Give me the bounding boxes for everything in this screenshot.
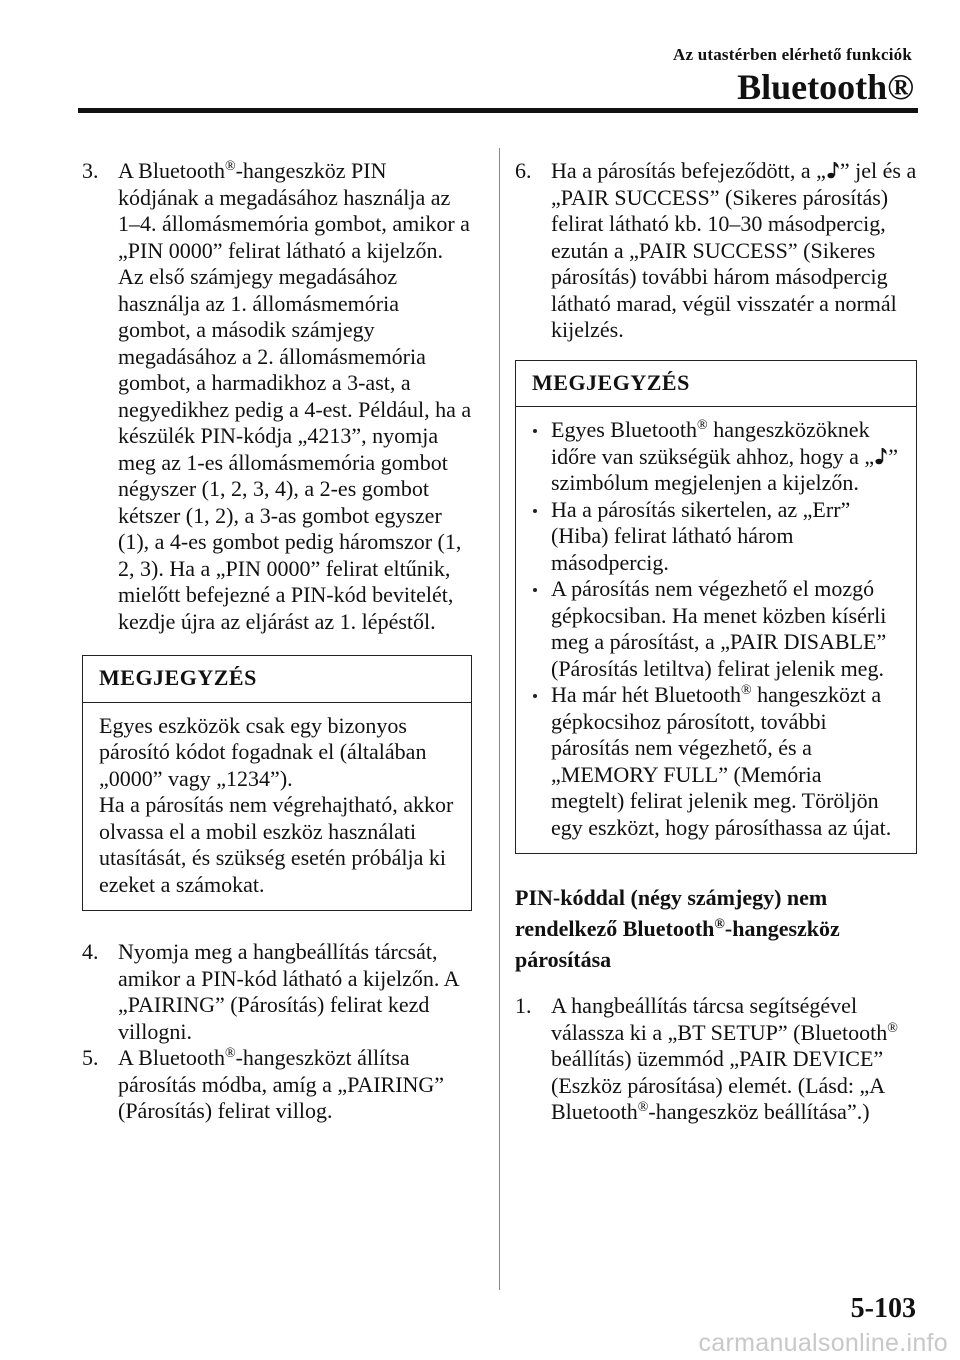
- step-text: -hangeszköz PIN kódjának a megadásához használja az 1–4. állomásmemória gombot, amikor a „PIN 0000” felirat látható a kijelzőn. Az első számjegy megadásához használja az 1. állomásmemória gombot, a második számjegy megadásához a 2. állomásmemória gombot, a harmadikhoz a 3-ast, a negyedikhez pedig a 4-est. Például, ha a készülék PIN-kódja „4213”, nyomja meg az 1-es állomásmemória gombot négyszer (1, 2, 3, 4), a 2-es gombot kétszer (1, 2), a 3-as gombot egyszer (1), a 4-es gombot pedig háromszor (1, 2, 3). Ha a „PIN 0000” felirat eltűnik, mielőtt befejezné a PIN-kód bevitelét, kezdje újra az eljárást az 1. lépéstől.: [118, 158, 472, 634]
- registered-mark: ®: [697, 418, 708, 433]
- step-number: 1.: [515, 993, 532, 1018]
- list-text: A párosítás nem végezhető el mozgó gépkocsiban. Ha menet közben kísérli meg a párosítást, a „PAIR DISABLE” (Párosítás letiltva) felirat jelenik meg.: [551, 576, 887, 681]
- heading-text: -hangeszköz párosítása: [515, 916, 840, 972]
- bullet-dot: [533, 429, 537, 433]
- page-title: Bluetooth®: [737, 67, 914, 107]
- step-6: [515, 158, 917, 344]
- step-number: 4.: [82, 939, 99, 964]
- list-text: Ha a párosítás sikertelen, az „Err” (Hiba) felirat látható három másodpercig.: [551, 496, 851, 575]
- list-text: hangeszközt a gépkocsihoz párosított, további párosítás nem végezhető, és a „MEMORY FULL” (Memória megtelt) felirat jelenik meg. Töröljön egy eszközt, hogy párosíthassa az újat.: [551, 682, 892, 840]
- watermark: carmanualsonline.info: [698, 1329, 948, 1357]
- registered-mark: ®: [637, 1100, 649, 1115]
- header-rule: [78, 108, 918, 113]
- note-title: MEGJEGYZÉS: [83, 656, 471, 703]
- bullet-dot: [533, 509, 537, 513]
- music-note-icon: [826, 161, 840, 179]
- list-item: [522, 682, 900, 841]
- header-section: Az utastérben elérhető funkciók: [673, 45, 912, 64]
- step-5: [82, 1045, 472, 1125]
- step-text: A hangbeállítás tárcsa segítségével válassza ki a „BT SETUP” (Bluetooth: [551, 993, 888, 1045]
- heading-text: PIN-kóddal (négy számjegy) nem rendelkező Bluetooth: [515, 885, 828, 941]
- list-item: [522, 417, 900, 497]
- bullet-dot: [533, 694, 537, 698]
- list-text: Ha már hét Bluetooth: [551, 682, 742, 707]
- note-paragraph: Ha a párosítás nem végrehajtható, akkor olvassa el a mobil eszköz használati utasítását, és szükség esetén próbálja ki ezeket a számokat.: [99, 792, 454, 897]
- registered-mark: ®: [741, 683, 752, 698]
- step-number: 3.: [82, 158, 99, 183]
- column-divider: [499, 148, 500, 1290]
- step-text: beállítás) üzemmód „PAIR DEVICE” (Eszköz párosítása) elemét. (Lásd: „A Bluetooth: [551, 1046, 884, 1124]
- list-text: ” szimbólum megjelenjen a kijelzőn.: [551, 443, 898, 495]
- step-4: [82, 939, 472, 1045]
- right-column: [515, 158, 917, 1126]
- page-number: 5-103: [850, 1293, 916, 1324]
- note-paragraph: Egyes eszközök csak egy bizonyos párosító kódot fogadnak el (általában „0000” vagy „1234”).: [99, 712, 427, 791]
- music-note-icon: [874, 447, 888, 465]
- registered-mark: ®: [714, 917, 725, 932]
- note-box: [515, 360, 917, 855]
- step-text: -hangeszköz beállítása”.): [648, 1099, 870, 1124]
- subsection-heading: [515, 882, 917, 975]
- step-1: [515, 993, 917, 1126]
- bullet-dot: [533, 588, 537, 592]
- note-body: [516, 407, 916, 853]
- registered-mark: ®: [887, 1020, 898, 1036]
- step-text: ” jel és a „PAIR SUCCESS” (Sikeres párosítás) felirat látható kb. 10–30 másodpercig, ezután a „PAIR SUCCESS” (Sikeres párosítás) további három másodpercig látható marad, végül visszatér a normál kijelzés.: [551, 158, 917, 342]
- step-number: 6.: [515, 158, 532, 183]
- registered-mark: ®: [224, 1046, 236, 1061]
- step-text: A Bluetooth: [118, 1045, 225, 1070]
- list-text: hangeszközöknek időre van szükségük ahhoz, hogy a „: [551, 417, 875, 469]
- step-text: Ha a párosítás befejeződött, a „: [551, 158, 826, 183]
- note-list: [522, 417, 900, 841]
- step-number: 5.: [82, 1045, 99, 1070]
- left-column: [82, 158, 472, 1125]
- step-text: Nyomja meg a hangbeállítás tárcsát, amikor a PIN-kód látható a kijelzőn. A „PAIRING” (Párosítás) felirat kezd villogni.: [118, 939, 459, 1044]
- list-item: [522, 497, 900, 577]
- note-box: [82, 655, 472, 911]
- step-text: A Bluetooth: [118, 158, 225, 183]
- registered-mark: ®: [224, 159, 236, 174]
- step-3: [82, 158, 472, 635]
- note-title: MEGJEGYZÉS: [516, 361, 916, 408]
- step-text: -hangeszközt állítsa párosítás módba, amíg a „PAIRING” (Párosítás) felirat villog.: [118, 1045, 445, 1123]
- list-text: Egyes Bluetooth: [551, 417, 698, 442]
- note-body: [83, 703, 471, 911]
- list-item: [522, 576, 900, 682]
